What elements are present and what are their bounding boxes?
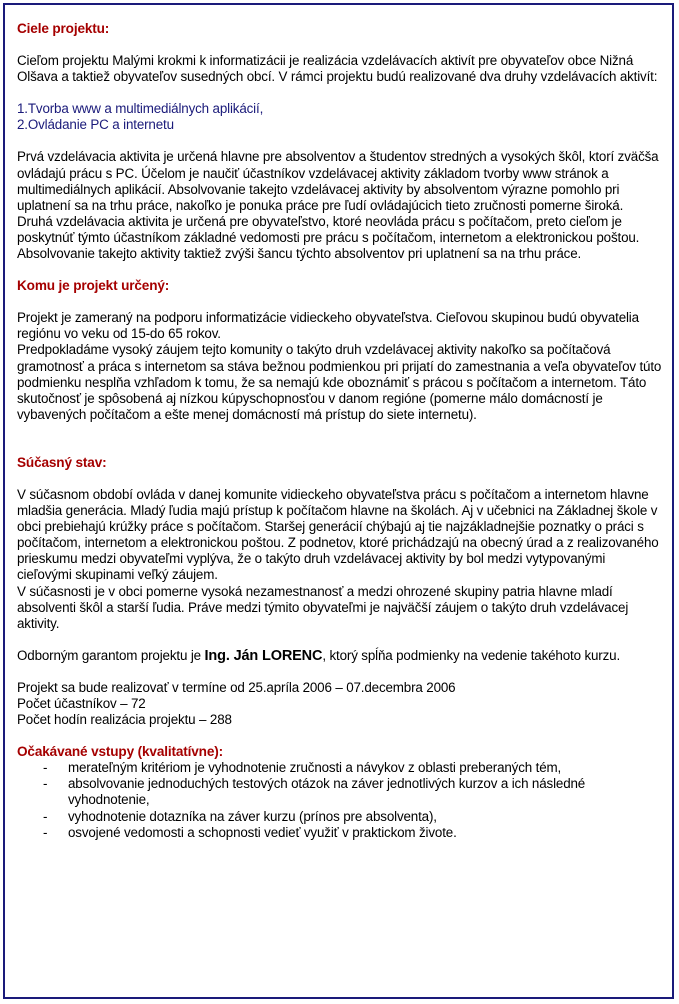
dash-bullet: -	[43, 808, 48, 824]
participants-count: Počet účastníkov – 72	[17, 696, 146, 711]
guarantor-name: Ing. Ján LORENC	[204, 647, 323, 664]
list-item-text: osvojené vedomosti a schopnosti vedieť využiť v praktickom živote.	[68, 824, 457, 840]
current-state-paragraph-1: V súčasnom období ovláda v danej komunite vidieckeho obyvateľstva prácu s počítačom a internetom hlavne mladšia generácia. Mladý ľudia majú prístup k počítačom hlavne na školách. Aj v učebnici na Základnej škole v obci prebiehajú krúžky práce s počítačom. Staršej generácií chýbajú aj tie najzákladnejšie poznatky o práci s počítačom, internetom a elektronickou poštou. Z podnetov, ktoré prichádzajú na obecný úrad a z realizovaného prieskumu medzi obyvateľmi vyplýva, že o takýto druh vzdelávacej aktivity by bol medzi vytypovanými cieľovými skupinami veľký záujem.	[17, 486, 659, 583]
outputs-list	[17, 760, 662, 840]
list-item	[17, 825, 662, 841]
activity-item-2: 2.Ovládanie PC a internetu	[17, 117, 174, 133]
guarantor-text-before: Odborným garantom projektu je	[17, 647, 205, 663]
goals-heading: Ciele projektu:	[17, 21, 110, 36]
audience-heading: Komu je projekt určený:	[17, 278, 170, 294]
audience-paragraph-2: Predpokladáme vysoký záujem tejto komunity o takýto druh vzdelávacej aktivity nakoľko sa počítačová gramotnosť a práca s internetom sa stáva bežnou podmienkou pri prijatí do zamestnania a veľa obyvateľov túto podmienku nesplňa vzhľadom k tomu, že sa nemajú kde oboznámiť s prácou s počítačom a internetom. Táto skutočnosť je spôsobená aj nízkou kúpyschopnosťou v danom regióne (pomerne málo domácností je vybavených počítačom a ešte menej domácností má prístup do siete internetu).	[17, 342, 662, 422]
project-term: Projekt sa bude realizovať v termíne od 25.apríla 2006 – 07.decembra 2006	[17, 679, 456, 695]
project-hours: Počet hodín realizácia projektu – 288	[17, 712, 232, 728]
guarantor-paragraph	[17, 648, 662, 664]
current-state-heading: Súčasný stav:	[17, 454, 107, 470]
first-activity-paragraph: Prvá vzdelávacia aktivita je určená hlavne pre absolventov a študentov stredných a vysokých škôl, ktorí zväčša ovládajú prácu s PC. Účelom je naučiť účastníkov vzdelávacej aktivity základom tvorby www stránok a multimediálnych aplikácií. Absolvovanie takejto vzdelávacej aktivity by absolventom výrazne pomohlo pri uplatnení sa na trhu práce, nakoľko je ponuka práce pre ľudí ovládajúcich tieto zručnosti pomerne široká.	[17, 149, 659, 213]
dash-bullet: -	[43, 824, 48, 840]
list-item-text: merateľným kritériom je vyhodnotenie zručnosti a návykov z oblasti preberaných tém,	[68, 760, 562, 776]
list-item	[17, 760, 662, 776]
dash-bullet: -	[43, 760, 48, 776]
current-state-paragraph-2: V súčasnosti je v obci pomerne vysoká nezamestnanosť a medzi ohrozené skupiny patria hlavne mladí absolventi škôl a starší ľudia. Práve medzi týmito obyvateľmi je najväčší záujem o takýto druh vzdelávacej aktivity.	[17, 583, 629, 631]
document-body	[17, 21, 662, 841]
list-item	[17, 809, 662, 825]
guarantor-text-after: , ktorý spĺňa podmienky na vedenie takéhoto kurzu.	[322, 647, 621, 663]
activity-item-1: 1.Tvorba www a multimediálnych aplikácií,	[17, 101, 264, 117]
second-activity-paragraph: Druhá vzdelávacia aktivita je určená pre obyvateľstvo, ktoré neovláda prácu s počítačom, preto cieľom je poskytnúť týmto účastníkom základné vedomosti pre prácu s počítačom, internetom a elektronickou poštou. Absolvovanie takejto aktivity taktiež zvýši šancu týchto absolventov pri uplatnení sa na trhu práce.	[17, 213, 640, 262]
list-item	[17, 776, 662, 808]
list-item-text: vyhodnotenie dotazníka na záver kurzu (prínos pre absolventa),	[68, 808, 437, 824]
list-item-text: absolvovanie jednoduchých testových otázok na záver jednotlivých kurzov a ich následné vyhodnotenie,	[68, 776, 586, 808]
outputs-heading: Očakávané vstupy (kvalitatívne):	[17, 744, 223, 760]
document-frame	[3, 3, 674, 999]
dash-bullet: -	[43, 776, 48, 792]
audience-paragraph-1: Projekt je zameraný na podporu informatizácie vidieckeho obyvateľstva. Cieľovou skupinou budú obyvatelia regiónu vo veku od 15-do 65 rokov.	[17, 310, 639, 342]
goals-intro: Cieľom projektu Malými krokmi k informatizácii je realizácia vzdelávacích aktivít pre obyvateľov obce Nižná Olšava a taktiež obyvateľov susedných obcí. V rámci projektu budú realizované dva druhy vzdelávacích aktivít:	[17, 53, 658, 85]
